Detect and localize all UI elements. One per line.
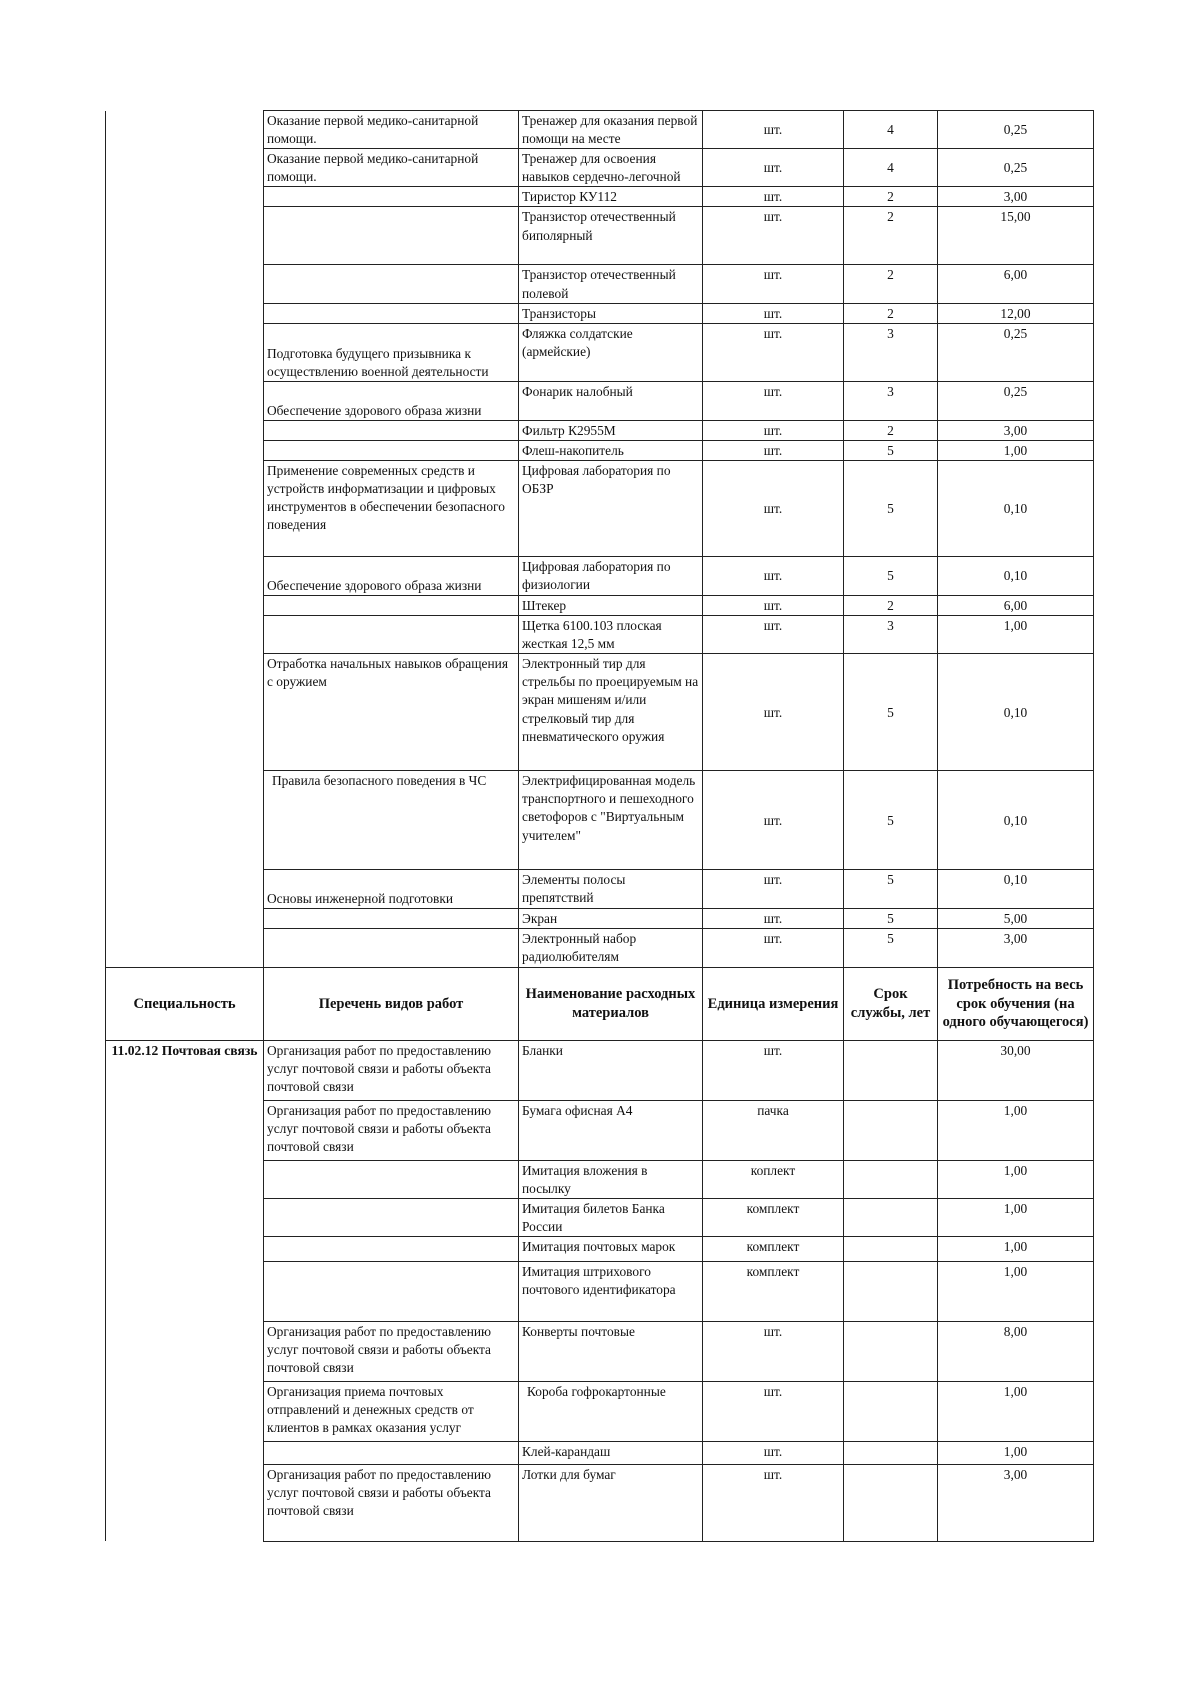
need-cell: 3,00 — [938, 420, 1094, 440]
need-cell: 0,25 — [938, 323, 1094, 381]
unit-cell: шт. — [703, 111, 844, 149]
term-cell: 2 — [844, 595, 938, 615]
unit-cell: шт. — [703, 460, 844, 556]
term-cell: 2 — [844, 420, 938, 440]
need-cell: 6,00 — [938, 265, 1094, 303]
work-cell — [264, 420, 519, 440]
material-cell: Электронный набор радиолюбителям — [519, 929, 703, 967]
unit-cell: шт. — [703, 616, 844, 654]
material-cell: Транзистор отечественный полевой — [519, 265, 703, 303]
need-cell: 0,10 — [938, 771, 1094, 870]
unit-cell: комплект — [703, 1236, 844, 1261]
need-cell: 3,00 — [938, 187, 1094, 207]
unit-cell: шт. — [703, 149, 844, 187]
term-cell: 5 — [844, 870, 938, 909]
term-cell: 3 — [844, 381, 938, 420]
unit-cell: шт. — [703, 265, 844, 303]
term-cell: 4 — [844, 149, 938, 187]
material-cell: Щетка 6100.103 плоская жесткая 12,5 мм — [519, 616, 703, 654]
need-cell: 1,00 — [938, 1160, 1094, 1198]
term-cell — [844, 1040, 938, 1100]
need-cell: 0,25 — [938, 381, 1094, 420]
material-cell: Имитация почтовых марок — [519, 1236, 703, 1261]
material-cell: Экран — [519, 909, 703, 929]
material-cell: Бумага офисная А4 — [519, 1100, 703, 1160]
need-cell: 6,00 — [938, 595, 1094, 615]
material-cell: Транзисторы — [519, 303, 703, 323]
unit-cell: шт. — [703, 1464, 844, 1541]
unit-cell: шт. — [703, 187, 844, 207]
need-cell: 8,00 — [938, 1321, 1094, 1381]
work-cell: Организация работ по предоставлению услуг почтовой связи и работы объекта почтовой связи — [264, 1464, 519, 1541]
unit-cell: шт. — [703, 595, 844, 615]
material-cell: Тренажер для освоения навыков сердечно-легочной — [519, 149, 703, 187]
work-cell: Организация работ по предоставлению услуг почтовой связи и работы объекта почтовой связи — [264, 1321, 519, 1381]
need-cell: 3,00 — [938, 929, 1094, 967]
material-cell: Тренажер для оказания первой помощи на месте — [519, 111, 703, 149]
material-cell: Электронный тир для стрельбы по проецируемым на экран мишеням и/или стрелковый тир для пневматического оружия — [519, 654, 703, 771]
material-cell: Флеш-накопитель — [519, 440, 703, 460]
work-cell: Оказание первой медико-санитарной помощи. — [264, 149, 519, 187]
term-cell — [844, 1381, 938, 1441]
table-row — [106, 149, 1094, 187]
table-row — [106, 303, 1094, 323]
unit-cell: шт. — [703, 909, 844, 929]
need-cell: 30,00 — [938, 1040, 1094, 1100]
material-cell: Бланки — [519, 1040, 703, 1100]
header-material: Наименование расходных материалов — [519, 967, 703, 1040]
specialty-cell — [106, 111, 264, 149]
term-cell: 5 — [844, 909, 938, 929]
work-cell: Отработка начальных навыков обращения с оружием — [264, 654, 519, 771]
unit-cell: шт. — [703, 654, 844, 771]
need-cell: 1,00 — [938, 616, 1094, 654]
unit-cell: шт. — [703, 929, 844, 967]
work-cell: Обеспечение здорового образа жизни — [264, 381, 519, 420]
unit-cell: комплект — [703, 1198, 844, 1236]
table-row — [106, 1321, 1094, 1381]
unit-cell: шт. — [703, 323, 844, 381]
table-row — [106, 1381, 1094, 1441]
materials-table-page — [105, 110, 1093, 1542]
table-row — [106, 1040, 1094, 1100]
term-cell — [844, 1441, 938, 1464]
work-cell — [264, 1236, 519, 1261]
unit-cell: шт. — [703, 1040, 844, 1100]
work-cell: Организация работ по предоставлению услуг почтовой связи и работы объекта почтовой связи — [264, 1100, 519, 1160]
unit-cell: шт. — [703, 556, 844, 595]
work-cell — [264, 909, 519, 929]
unit-cell: шт. — [703, 1321, 844, 1381]
term-cell: 5 — [844, 556, 938, 595]
table-header-row — [106, 967, 1094, 1040]
table-row — [106, 323, 1094, 381]
work-cell — [264, 595, 519, 615]
table-row — [106, 616, 1094, 654]
need-cell: 0,10 — [938, 870, 1094, 909]
work-cell: Применение современных средств и устройств информатизации и цифровых инструментов в обеспечении безопасного поведения — [264, 460, 519, 556]
unit-cell: шт. — [703, 1441, 844, 1464]
table-row — [106, 111, 1094, 149]
table-row — [106, 1100, 1094, 1160]
term-cell: 5 — [844, 654, 938, 771]
table-row — [106, 381, 1094, 420]
term-cell: 2 — [844, 303, 938, 323]
header-works: Перечень видов работ — [264, 967, 519, 1040]
work-cell: Организация приема почтовых отправлений и денежных средств от клиентов в рамках оказания услуг — [264, 1381, 519, 1441]
term-cell: 4 — [844, 111, 938, 149]
work-cell — [264, 929, 519, 967]
material-cell: Штекер — [519, 595, 703, 615]
need-cell: 1,00 — [938, 1441, 1094, 1464]
term-cell: 3 — [844, 323, 938, 381]
material-cell: Имитация билетов Банка России — [519, 1198, 703, 1236]
table-row — [106, 1198, 1094, 1236]
material-cell: Транзистор отечественный биполярный — [519, 207, 703, 265]
work-cell — [264, 187, 519, 207]
work-cell — [264, 265, 519, 303]
table-row — [106, 909, 1094, 929]
unit-cell: шт. — [703, 870, 844, 909]
unit-cell: пачка — [703, 1100, 844, 1160]
unit-cell: шт. — [703, 440, 844, 460]
work-cell: Подготовка будущего призывника к осуществлению военной деятельности — [264, 323, 519, 381]
work-cell: Основы инженерной подготовки — [264, 870, 519, 909]
unit-cell: шт. — [703, 381, 844, 420]
table-row — [106, 1441, 1094, 1464]
unit-cell: шт. — [703, 420, 844, 440]
need-cell: 5,00 — [938, 909, 1094, 929]
unit-cell: коплект — [703, 1160, 844, 1198]
table-row — [106, 420, 1094, 440]
need-cell: 0,25 — [938, 149, 1094, 187]
table-row — [106, 265, 1094, 303]
work-cell — [264, 1441, 519, 1464]
work-cell: Обеспечение здорового образа жизни — [264, 556, 519, 595]
table-row — [106, 1261, 1094, 1321]
table-row — [106, 654, 1094, 771]
need-cell: 0,10 — [938, 460, 1094, 556]
need-cell: 0,10 — [938, 654, 1094, 771]
term-cell: 2 — [844, 207, 938, 265]
term-cell: 5 — [844, 771, 938, 870]
material-cell: Конверты почтовые — [519, 1321, 703, 1381]
material-cell: Короба гофрокартонные — [519, 1381, 703, 1441]
table-row — [106, 1160, 1094, 1198]
need-cell: 1,00 — [938, 440, 1094, 460]
work-cell: Правила безопасного поведения в ЧС — [264, 771, 519, 870]
table-row — [106, 207, 1094, 265]
header-unit: Единица измерения — [703, 967, 844, 1040]
term-cell — [844, 1261, 938, 1321]
unit-cell: шт. — [703, 207, 844, 265]
work-cell: Оказание первой медико-санитарной помощи. — [264, 111, 519, 149]
need-cell: 3,00 — [938, 1464, 1094, 1541]
need-cell: 1,00 — [938, 1381, 1094, 1441]
material-cell: Лотки для бумаг — [519, 1464, 703, 1541]
term-cell: 5 — [844, 460, 938, 556]
work-cell — [264, 1160, 519, 1198]
table-row — [106, 929, 1094, 967]
unit-cell: шт. — [703, 771, 844, 870]
unit-cell: комплект — [703, 1261, 844, 1321]
term-cell — [844, 1464, 938, 1541]
unit-cell: шт. — [703, 1381, 844, 1441]
material-cell: Фонарик налобный — [519, 381, 703, 420]
table-row — [106, 460, 1094, 556]
need-cell: 1,00 — [938, 1236, 1094, 1261]
term-cell: 2 — [844, 265, 938, 303]
term-cell: 5 — [844, 929, 938, 967]
work-cell — [264, 440, 519, 460]
table-row — [106, 870, 1094, 909]
work-cell — [264, 303, 519, 323]
table-row — [106, 440, 1094, 460]
material-cell: Элементы полосы препятствий — [519, 870, 703, 909]
material-cell: Цифровая лаборатория по физиологии — [519, 556, 703, 595]
work-cell: Организация работ по предоставлению услуг почтовой связи и работы объекта почтовой связи — [264, 1040, 519, 1100]
term-cell — [844, 1321, 938, 1381]
need-cell: 1,00 — [938, 1100, 1094, 1160]
table-row — [106, 556, 1094, 595]
material-cell: Цифровая лаборатория по ОБЗР — [519, 460, 703, 556]
table-row — [106, 187, 1094, 207]
table-row — [106, 771, 1094, 870]
unit-cell: шт. — [703, 303, 844, 323]
work-cell — [264, 207, 519, 265]
header-term: Срок службы, лет — [844, 967, 938, 1040]
material-cell: Фляжка солдатские (армейские) — [519, 323, 703, 381]
term-cell — [844, 1236, 938, 1261]
header-need: Потребность на весь срок обучения (на одного обучающегося) — [938, 967, 1094, 1040]
term-cell — [844, 1198, 938, 1236]
work-cell — [264, 1261, 519, 1321]
material-cell: Тиристор КУ112 — [519, 187, 703, 207]
header-specialty: Специальность — [106, 967, 264, 1040]
material-cell: Электрифицированная модель транспортного и пешеходного светофоров с "Виртуальным учителем" — [519, 771, 703, 870]
need-cell: 12,00 — [938, 303, 1094, 323]
table-row — [106, 595, 1094, 615]
work-cell — [264, 616, 519, 654]
need-cell: 0,10 — [938, 556, 1094, 595]
table-row — [106, 1464, 1094, 1541]
table-row — [106, 1236, 1094, 1261]
material-cell: Клей-карандаш — [519, 1441, 703, 1464]
need-cell: 1,00 — [938, 1261, 1094, 1321]
material-cell: Имитация штрихового почтового идентификатора — [519, 1261, 703, 1321]
material-cell: Имитация вложения в посылку — [519, 1160, 703, 1198]
materials-table — [105, 110, 1094, 1542]
need-cell: 0,25 — [938, 111, 1094, 149]
term-cell — [844, 1160, 938, 1198]
term-cell: 5 — [844, 440, 938, 460]
material-cell: Фильтр К2955М — [519, 420, 703, 440]
term-cell — [844, 1100, 938, 1160]
specialty-name: 11.02.12 Почтовая связь — [106, 1040, 264, 1100]
term-cell: 3 — [844, 616, 938, 654]
work-cell — [264, 1198, 519, 1236]
need-cell: 15,00 — [938, 207, 1094, 265]
term-cell: 2 — [844, 187, 938, 207]
need-cell: 1,00 — [938, 1198, 1094, 1236]
